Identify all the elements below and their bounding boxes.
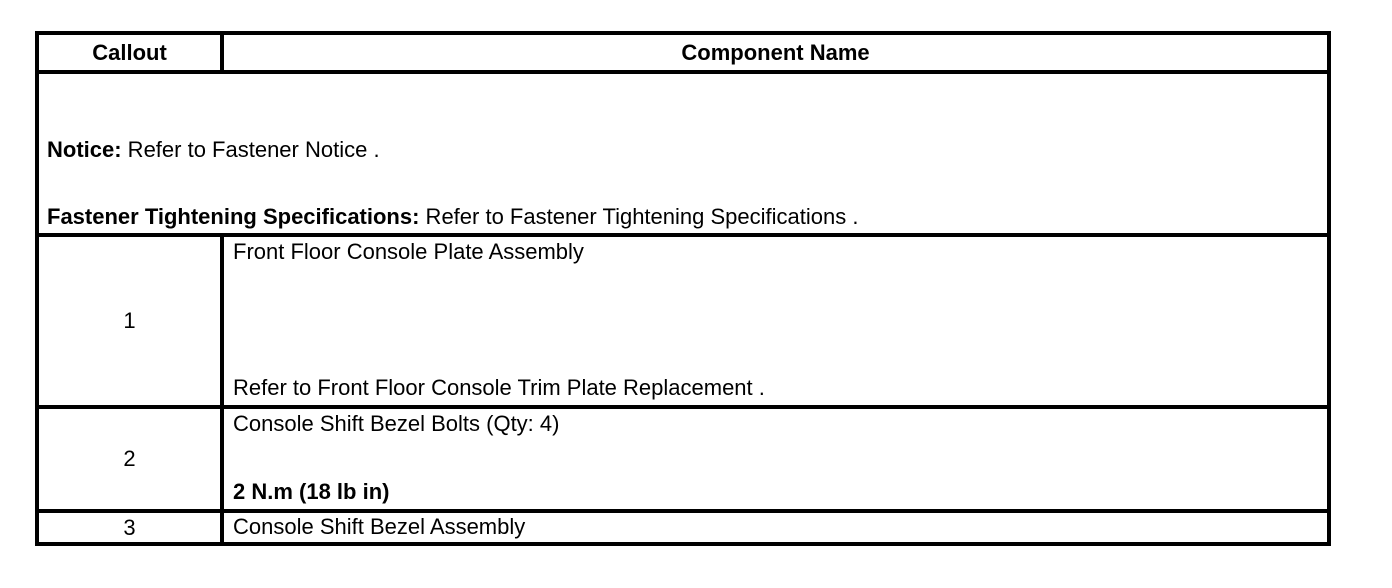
component-note: Refer to Front Floor Console Trim Plate Replacement . bbox=[233, 375, 765, 400]
callout-number: 1 bbox=[123, 308, 136, 333]
table-row bbox=[39, 405, 1327, 509]
spec-line bbox=[47, 203, 858, 231]
header-callout-label: Callout bbox=[92, 39, 167, 65]
header-component-name-label: Component Name bbox=[681, 39, 870, 65]
spec-label: Fastener Tightening Specifications: bbox=[47, 204, 420, 229]
component-table bbox=[35, 31, 1331, 546]
callout-cell bbox=[39, 513, 220, 542]
header-component-name bbox=[220, 35, 1327, 70]
notice-row bbox=[39, 70, 1327, 233]
component-name: Front Floor Console Plate Assembly bbox=[233, 239, 584, 264]
table-row bbox=[39, 509, 1327, 542]
component-name: Console Shift Bezel Assembly bbox=[233, 514, 526, 539]
callout-cell bbox=[39, 237, 220, 405]
notice-line bbox=[47, 136, 380, 164]
callout-number: 3 bbox=[123, 514, 136, 540]
callout-cell bbox=[39, 409, 220, 509]
spec-text: Refer to Fastener Tightening Specifications . bbox=[419, 204, 859, 229]
component-cell bbox=[220, 409, 1327, 509]
callout-number: 2 bbox=[123, 446, 136, 471]
table-row bbox=[39, 233, 1327, 405]
component-name: Console Shift Bezel Bolts (Qty: 4) bbox=[233, 411, 560, 436]
notice-text: Refer to Fastener Notice . bbox=[121, 137, 380, 162]
torque-spec: 2 N.m (18 lb in) bbox=[233, 479, 390, 504]
component-cell bbox=[220, 513, 1327, 542]
header-callout bbox=[39, 35, 220, 70]
notice-label: Notice: bbox=[47, 137, 122, 162]
component-cell bbox=[220, 237, 1327, 405]
table-header-row bbox=[39, 35, 1327, 70]
